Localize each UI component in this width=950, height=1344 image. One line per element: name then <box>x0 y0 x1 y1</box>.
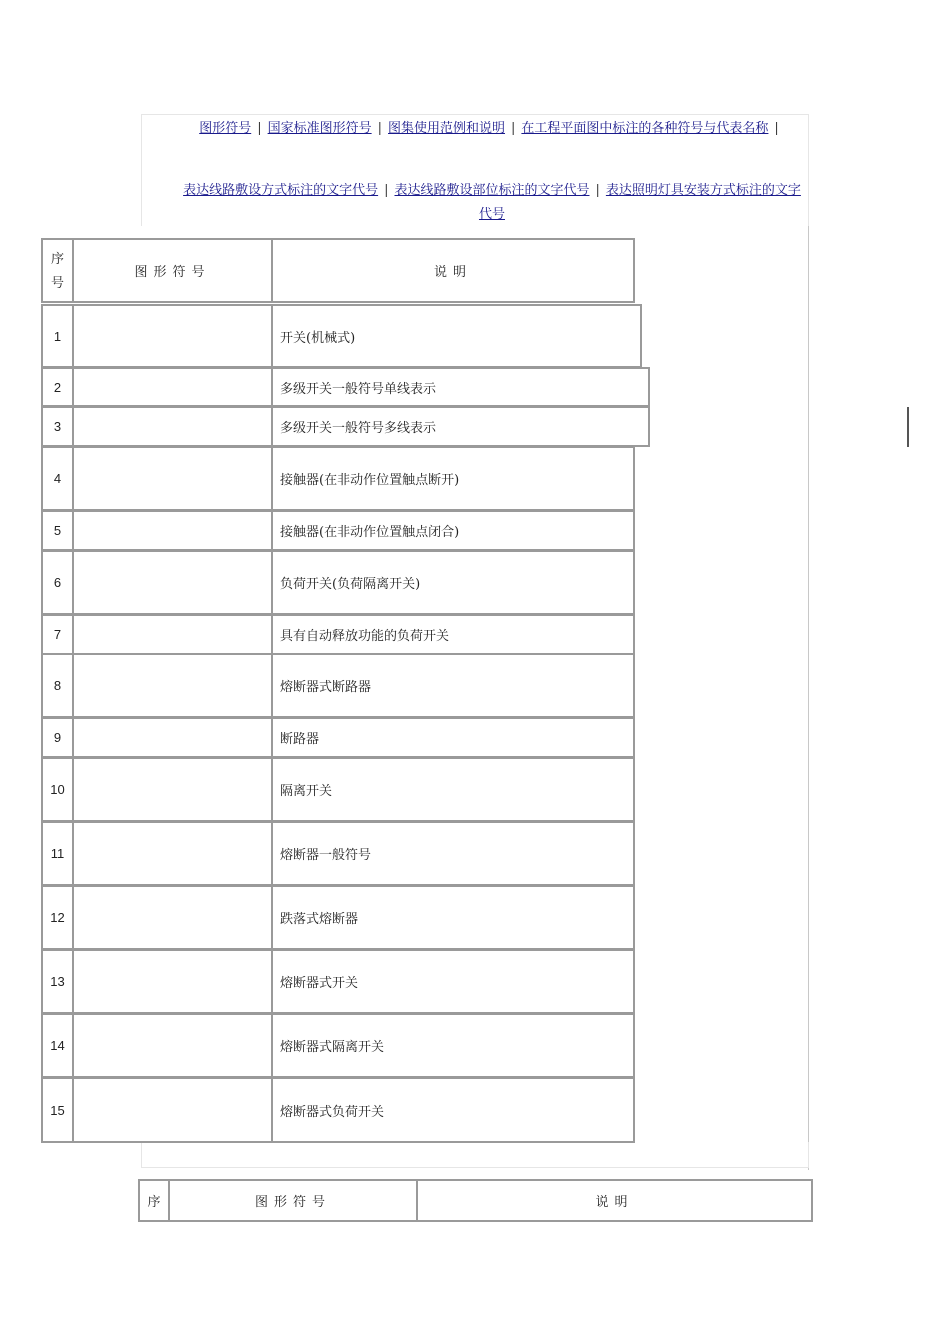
row-2-num: 2 <box>41 367 74 407</box>
row-7-desc: 具有自动释放功能的负荷开关 <box>271 614 635 655</box>
row-13-num: 13 <box>41 949 74 1014</box>
row-5-symbol <box>72 510 273 551</box>
frame-bottom-band <box>141 1142 809 1168</box>
row-4-symbol <box>72 446 273 511</box>
row-6-desc: 负荷开关(负荷隔离开关) <box>271 550 635 615</box>
frame-right-border <box>808 226 809 1170</box>
nav-link-plan-annotation-symbols[interactable]: 在工程平面图中标注的各种符号与代表名称 <box>521 121 769 136</box>
row-4-desc: 接触器(在非动作位置触点断开) <box>271 446 635 511</box>
nav-link-wiring-location-codes[interactable]: 表达线路敷设部位标注的文字代号 <box>394 183 590 198</box>
row-11-num: 11 <box>41 821 74 886</box>
edge-mark <box>907 407 909 447</box>
row-1-desc: 开关(机械式) <box>271 304 642 368</box>
row-11-desc: 熔断器一般符号 <box>271 821 635 886</box>
row-13-symbol <box>72 949 273 1014</box>
table2-header-symbol: 图形符号 <box>168 1179 418 1222</box>
row-2-desc: 多级开关一般符号单线表示 <box>271 367 650 407</box>
nav-link-atlas-usage-examples[interactable]: 图集使用范例和说明 <box>388 121 506 136</box>
table2-header-desc: 说明 <box>416 1179 813 1222</box>
row-15-num: 15 <box>41 1077 74 1143</box>
row-14-symbol <box>72 1013 273 1078</box>
row-3-num: 3 <box>41 406 74 447</box>
table2-header-num: 序 <box>138 1179 170 1222</box>
nav-links-line-1: 图形符号 | 国家标准图形符号 | 图集使用范例和说明 | 在工程平面图中标注的各种符号与代表名称 | <box>199 121 779 136</box>
table1-header-symbol: 图形符号 <box>72 238 273 303</box>
row-8-desc: 熔断器式断路器 <box>271 653 635 718</box>
table1-header-desc: 说明 <box>271 238 635 303</box>
row-12-desc: 跌落式熔断器 <box>271 885 635 950</box>
row-6-symbol <box>72 550 273 615</box>
row-7-num: 7 <box>41 614 74 655</box>
row-3-desc: 多级开关一般符号多线表示 <box>271 406 650 447</box>
row-9-num: 9 <box>41 717 74 758</box>
row-12-num: 12 <box>41 885 74 950</box>
row-15-desc: 熔断器式负荷开关 <box>271 1077 635 1143</box>
row-12-symbol <box>72 885 273 950</box>
row-10-desc: 隔离开关 <box>271 757 635 822</box>
table1-header-num: 序 号 <box>41 238 74 303</box>
row-11-symbol <box>72 821 273 886</box>
row-1-num: 1 <box>41 304 74 368</box>
row-8-symbol <box>72 653 273 718</box>
nav-links-line-2: 表达线路敷设方式标注的文字代号 | 表达线路敷设部位标注的文字代号 | 表达照明灯具安装方式标注的文字代号 <box>183 183 801 222</box>
nav-link-wiring-method-codes[interactable]: 表达线路敷设方式标注的文字代号 <box>183 183 379 198</box>
row-15-symbol <box>72 1077 273 1143</box>
row-14-num: 14 <box>41 1013 74 1078</box>
row-13-desc: 熔断器式开关 <box>271 949 635 1014</box>
row-10-symbol <box>72 757 273 822</box>
row-5-num: 5 <box>41 510 74 551</box>
row-10-num: 10 <box>41 757 74 822</box>
row-5-desc: 接触器(在非动作位置触点闭合) <box>271 510 635 551</box>
row-3-symbol <box>72 406 273 447</box>
row-7-symbol <box>72 614 273 655</box>
row-1-symbol <box>72 304 273 368</box>
row-14-desc: 熔断器式隔离开关 <box>271 1013 635 1078</box>
nav-link-graphic-symbols[interactable]: 图形符号 <box>199 121 252 136</box>
nav-link-lamp-installation-codes[interactable]: 表达照明灯具安装方式标注的文字代号 <box>478 183 801 222</box>
row-4-num: 4 <box>41 446 74 511</box>
nav-link-national-standard-symbols[interactable]: 国家标准图形符号 <box>267 121 372 136</box>
row-2-symbol <box>72 367 273 407</box>
row-9-desc: 断路器 <box>271 717 635 758</box>
row-9-symbol <box>72 717 273 758</box>
row-6-num: 6 <box>41 550 74 615</box>
row-8-num: 8 <box>41 653 74 718</box>
